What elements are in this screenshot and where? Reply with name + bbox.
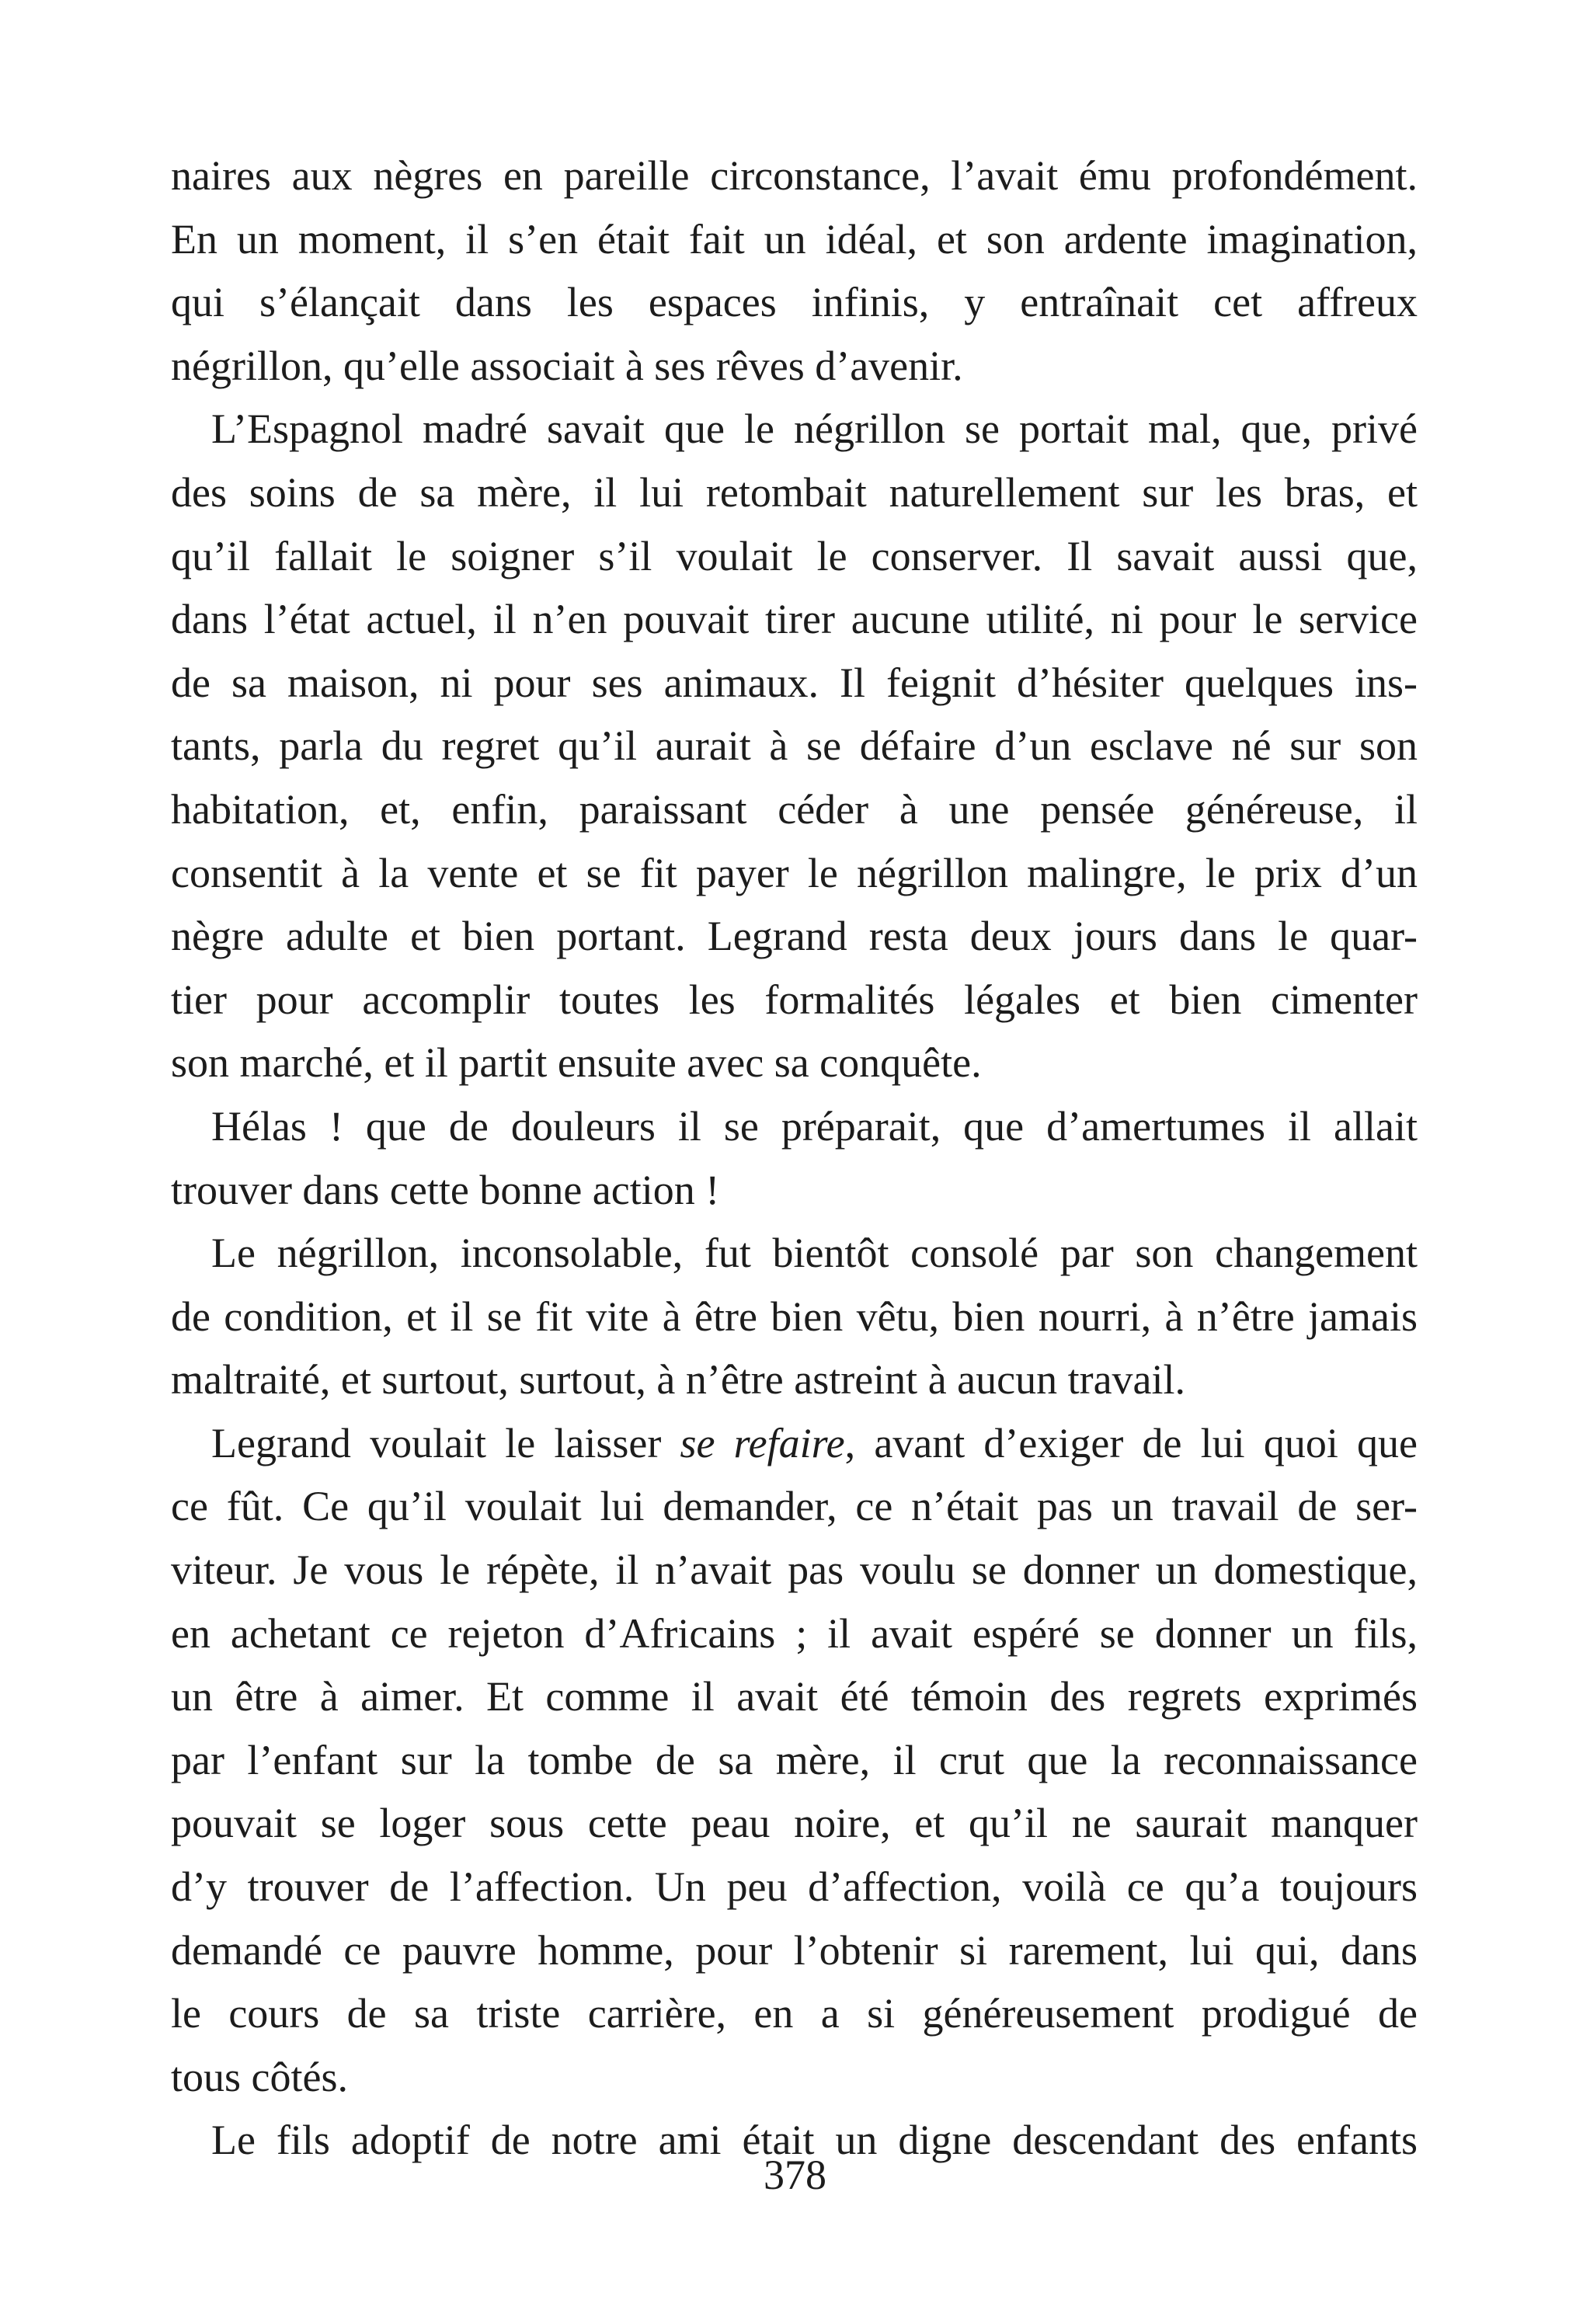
paragraph: [171, 1095, 1418, 1222]
paragraph: [171, 1412, 1418, 2110]
text-line: naires aux nègres en pareille circonstance, l’avait ému profondément.: [171, 152, 1418, 199]
text-line: Le fils adoptif de notre ami était un digne descendant des enfants: [211, 2117, 1418, 2164]
text-line: qui s’élançait dans les espaces infinis, y entraînait cet affreux: [171, 279, 1418, 326]
text-line: trouver dans cette bonne action !: [171, 1166, 720, 1213]
paragraph: [171, 398, 1418, 1095]
text-line: d’y trouver de l’affection. Un peu d’affection, voilà ce qu’a toujours: [171, 1863, 1418, 1911]
text-line: Le négrillon, inconsolable, fut bientôt consolé par son changement: [211, 1230, 1418, 1277]
text-line: pouvait se loger sous cette peau noire, et qu’il ne saurait manquer: [171, 1800, 1418, 1847]
text-line: par l’enfant sur la tombe de sa mère, il crut que la reconnaissance: [171, 1736, 1418, 1783]
text-line: son marché, et il partit ensuite avec sa conquête.: [171, 1039, 982, 1087]
text-line: de condition, et il se fit vite à être bien vêtu, bien nourri, à n’être jamais: [171, 1292, 1418, 1340]
text-line: maltraité, et surtout, surtout, à n’être astreint à aucun travail.: [171, 1356, 1186, 1404]
text-line: le cours de sa triste carrière, en a si généreusement prodigué de: [171, 1990, 1418, 2037]
text-line: un être à aimer. Et comme il avait été témoin des regrets exprimés: [171, 1673, 1418, 1720]
text-line: des soins de sa mère, il lui retombait naturellement sur les bras, et: [171, 468, 1418, 516]
text-line: tier pour accomplir toutes les formalités légales et bien cimenter: [171, 976, 1418, 1023]
text-line: En un moment, il s’en était fait un idéal, et son ardente imagination,: [171, 215, 1418, 263]
text-line: L’Espagnol madré savait que le négrillon se portait mal, que, privé: [211, 405, 1418, 453]
paragraph: [171, 1222, 1418, 1412]
text-line: viteur. Je vous le répète, il n’avait pas voulu se donner un domestique,: [171, 1546, 1418, 1594]
paragraph: [171, 144, 1418, 398]
body-text: [171, 144, 1418, 2173]
text-line: Hélas ! que de douleurs il se préparait, que d’amertumes il allait: [211, 1102, 1418, 1150]
text-line: nègre adulte et bien portant. Legrand resta deux jours dans le quar-: [171, 913, 1418, 960]
text-line: négrillon, qu’elle associait à ses rêves d’avenir.: [171, 342, 963, 389]
italic-phrase: se refaire: [680, 1419, 845, 1466]
text-line: de sa maison, ni pour ses animaux. Il feignit d’hésiter quelques ins-: [171, 659, 1418, 706]
text-line: tants, parla du regret qu’il aurait à se défaire d’un esclave né sur son: [171, 722, 1418, 770]
text-line: dans l’état actuel, il n’en pouvait tirer aucune utilité, ni pour le service: [171, 596, 1418, 643]
text-line: demandé ce pauvre homme, pour l’obtenir si rarement, lui qui, dans: [171, 1926, 1418, 1974]
text-line: qu’il fallait le soigner s’il voulait le conserver. Il savait aussi que,: [171, 532, 1418, 579]
text-line: Legrand voulait le laisser se refaire, avant d’exiger de lui quoi que: [211, 1419, 1418, 1466]
page-number: 378: [764, 2152, 826, 2198]
text-line: ce fût. Ce qu’il voulait lui demander, ce n’était pas un travail de ser-: [171, 1483, 1418, 1530]
text-line: habitation, et, enfin, paraissant céder à une pensée généreuse, il: [171, 785, 1418, 833]
text-line: consentit à la vente et se fit payer le négrillon malingre, le prix d’un: [171, 849, 1418, 896]
text-line: en achetant ce rejeton d’Africains ; il avait espéré se donner un fils,: [171, 1609, 1418, 1657]
text-line: tous côtés.: [171, 2053, 348, 2100]
